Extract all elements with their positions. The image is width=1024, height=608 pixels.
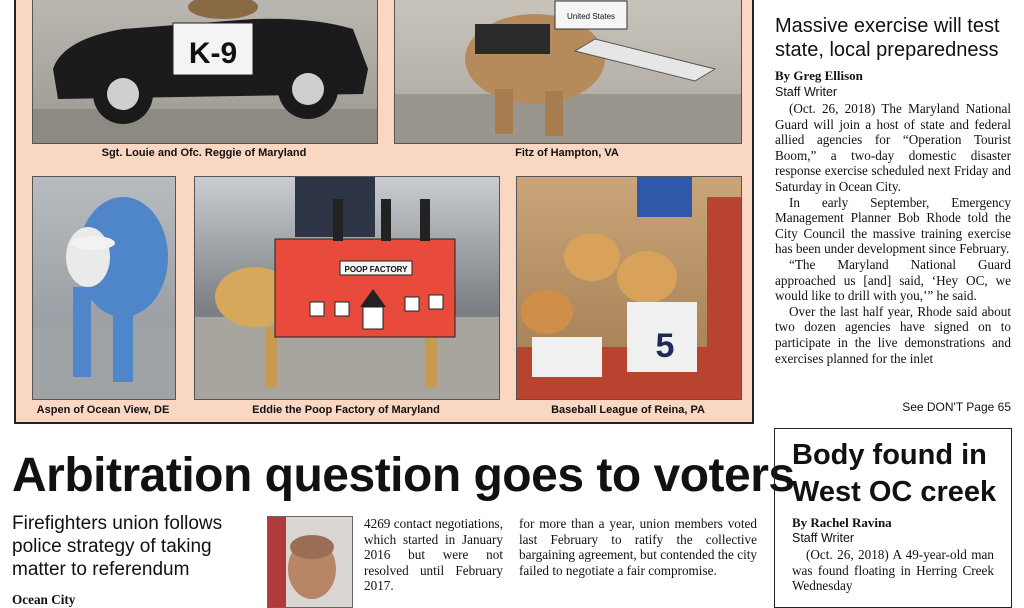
flag-sign-text: United States bbox=[566, 12, 616, 21]
exercise-headline[interactable]: Massive exercise will test state, local preparedness bbox=[775, 15, 1000, 61]
arbitration-subheadline: Firefighters union follows police strategy of taking matter to referendum bbox=[12, 513, 223, 580]
fitz-dog-illustration bbox=[395, 0, 741, 143]
k9-sign-text: K-9 bbox=[188, 37, 238, 70]
caption-baseball-league: Baseball League of Reina, PA bbox=[551, 404, 705, 416]
caption-aspen: Aspen of Ocean View, DE bbox=[36, 404, 170, 416]
arbitration-col1-lead: Ocean City bbox=[12, 592, 76, 607]
baseball-dogs-illustration bbox=[517, 177, 741, 399]
caption-k9: Sgt. Louie and Ofc. Reggie of Maryland bbox=[101, 147, 307, 159]
body-found-byline: By Rachel Ravina bbox=[792, 515, 892, 530]
photo-eddie[interactable] bbox=[194, 176, 500, 400]
headshot-portrait bbox=[268, 517, 352, 607]
eddie-dog-illustration bbox=[195, 177, 499, 399]
caption-eddie: Eddie the Poop Factory of Maryland bbox=[252, 404, 440, 416]
svg-text:5: 5 bbox=[655, 327, 675, 365]
arbitration-col3: for more than a year, union members voted last February to ratify the collective bargaining agreement, but contended the city failed to negotiate a fair compromise. bbox=[519, 516, 757, 578]
exercise-byline: By Greg Ellison bbox=[775, 68, 863, 83]
headshot-photo[interactable] bbox=[267, 516, 353, 608]
exercise-jump-link[interactable]: See DON'T Page 65 bbox=[902, 400, 1011, 414]
exercise-paragraph: (Oct. 26, 2018) The Maryland National Guard will join a host of state and federal allied agencies for “Operation Tourist Boom,” a two-day domestic disaster response exercise scheduled next Friday and Saturday in Ocean City. bbox=[775, 101, 1011, 194]
exercise-body bbox=[775, 101, 1011, 366]
photo-aspen[interactable] bbox=[32, 176, 176, 400]
body-found-box bbox=[774, 428, 1012, 608]
exercise-paragraph: In early September, Emergency Management Planner Bob Rhode told the City Council the massive training exercise has been under development since February. bbox=[775, 194, 1011, 257]
photo-feature-box bbox=[14, 0, 754, 424]
exercise-paragraph: Over the last half year, Rhode said about two dozen agencies have signed on to participate in the live demonstrations and exercises planned for the inlet bbox=[775, 303, 1011, 366]
aspen-dog-illustration bbox=[33, 177, 175, 399]
body-found-text: (Oct. 26, 2018) A 49-year-old man was found floating in Herring Creek Wednesday bbox=[792, 547, 994, 594]
poop-factory-sign-text: POOP FACTORY bbox=[344, 265, 408, 274]
arbitration-headline[interactable]: Arbitration question goes to voters bbox=[12, 449, 795, 502]
photo-k9-car[interactable] bbox=[32, 0, 378, 144]
k9-car-illustration bbox=[33, 0, 377, 143]
body-found-role: Staff Writer bbox=[792, 531, 855, 545]
exercise-role: Staff Writer bbox=[775, 85, 838, 99]
photo-baseball-league[interactable] bbox=[516, 176, 742, 400]
photo-fitz[interactable] bbox=[394, 0, 742, 144]
arbitration-col2: 4269 contact negotiations, which started in January 2016 but were not resolved until February 2017. bbox=[364, 516, 503, 594]
caption-fitz: Fitz of Hampton, VA bbox=[515, 147, 619, 159]
body-found-headline[interactable]: Body found in West OC creek bbox=[792, 439, 997, 508]
exercise-paragraph: “The Maryland National Guard approached us [and] said, ‘Hey OC, we would like to drill with you,’” he said. bbox=[775, 256, 1011, 304]
